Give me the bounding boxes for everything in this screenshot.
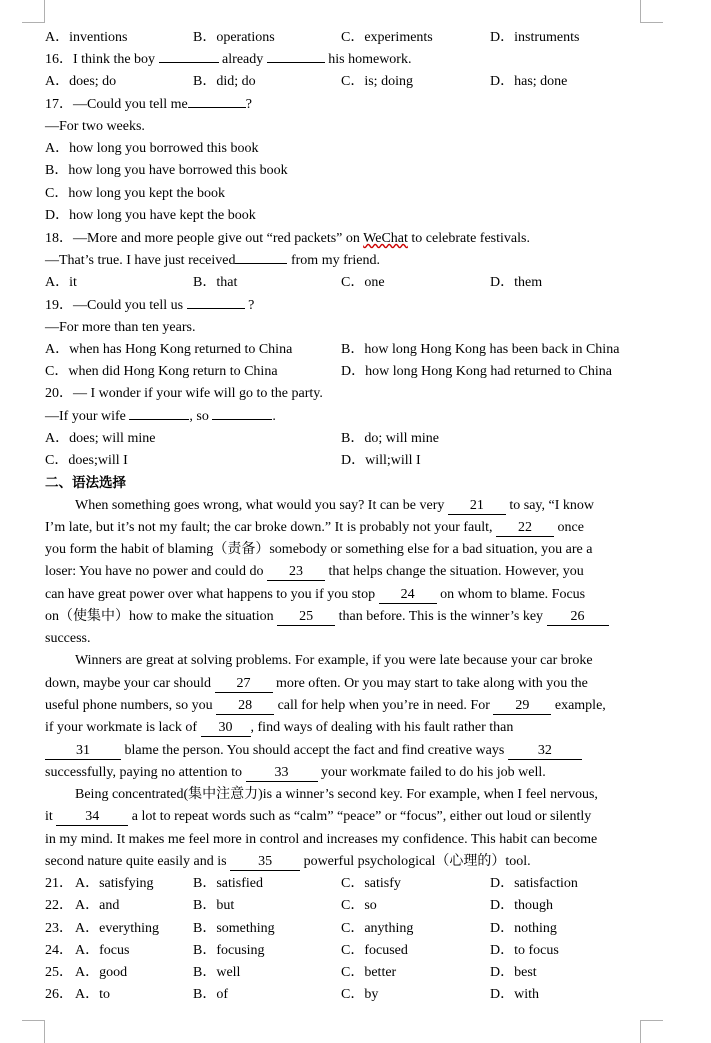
q20-option-d: D．will;will I xyxy=(341,453,421,468)
answer-blank xyxy=(267,62,325,63)
answer-option-b: B．of xyxy=(193,987,228,1002)
q18-option-b: B．that xyxy=(193,275,238,290)
passage-blank: 25 xyxy=(277,608,335,626)
q17-question: 17．—Could you tell me ? xyxy=(45,97,252,112)
answer-num: 24． xyxy=(45,943,73,958)
q19-option-a: A．when has Hong Kong returned to China xyxy=(45,342,293,357)
answer-option-c: C．anything xyxy=(341,921,414,936)
passage-line: down, maybe your car should 27 more often. Or you may start to take along with you the xyxy=(45,676,588,691)
answer-num: 25． xyxy=(45,965,73,980)
answer-blank xyxy=(188,107,246,108)
passage-line: can have great power over what happens to you if you stop 24 on whom to blame. Focus xyxy=(45,587,586,602)
crop-mark-top-right xyxy=(640,0,663,23)
answer-option-b: B．something xyxy=(193,921,275,936)
passage-blank: 29 xyxy=(493,697,551,715)
passage-blank: 26 xyxy=(547,608,609,626)
q19-option-c: C．when did Hong Kong return to China xyxy=(45,364,278,379)
crop-mark-top-left xyxy=(22,0,45,23)
answer-option-d: D．though xyxy=(490,898,553,913)
passage-blank: 21 xyxy=(448,497,506,515)
passage-blank: 30 xyxy=(201,719,251,737)
passage-blank: 32 xyxy=(508,742,582,760)
q16-option-a: A．does; do xyxy=(45,74,117,89)
q19-option-b: B．how long Hong Kong has been back in China xyxy=(341,342,620,357)
passage-line: it 34 a lot to repeat words such as “calm” “peace” or “focus”, either out loud or silently xyxy=(45,809,592,824)
q17-reply: —For two weeks. xyxy=(45,119,145,134)
answer-blank xyxy=(187,308,245,309)
answer-option-d: D．best xyxy=(490,965,537,980)
passage-line: loser: You have no power and could do 23 that helps change the situation. However, you xyxy=(45,564,584,579)
q17-option-b: B．how long you have borrowed this book xyxy=(45,163,288,178)
q17-option-a: A．how long you borrowed this book xyxy=(45,141,259,156)
q18-question: 18．—More and more people give out “red packets” on WeChat to celebrate festivals. xyxy=(45,231,530,246)
answer-blank xyxy=(159,62,219,63)
q15-option-b: B．operations xyxy=(193,30,275,45)
answer-option-b: B．well xyxy=(193,965,241,980)
q20-reply: —If your wife , so . xyxy=(45,409,276,424)
passage-line: in my mind. It makes me feel more in control and increases my confidence. This habit can become xyxy=(45,832,598,847)
answer-option-c: C．satisfy xyxy=(341,876,401,891)
answer-option-d: D．satisfaction xyxy=(490,876,578,891)
answer-option-a: A．good xyxy=(75,965,128,980)
q20-question: 20．— I wonder if your wife will go to the party. xyxy=(45,386,323,401)
answer-num: 23． xyxy=(45,921,73,936)
answer-blank xyxy=(212,419,272,420)
passage-line: I’m late, but it’s not my fault; the car broke down.” It is probably not your fault, 22 once xyxy=(45,520,584,535)
answer-option-c: C．so xyxy=(341,898,377,913)
passage-blank: 35 xyxy=(230,853,300,871)
passage-blank: 31 xyxy=(45,742,121,760)
passage-line: Being concentrated(集中注意力)is a winner’s second key. For example, when I feel nervous, xyxy=(75,787,598,802)
q15-option-c: C．experiments xyxy=(341,30,433,45)
crop-mark-bottom-right xyxy=(640,1020,663,1043)
q20-option-a: A．does; will mine xyxy=(45,431,156,446)
passage-blank: 22 xyxy=(496,519,554,537)
q17-option-d: D．how long you have kept the book xyxy=(45,208,256,223)
section-title: 二、语法选择 xyxy=(45,475,126,491)
passage-blank: 33 xyxy=(246,764,318,782)
q15-option-a: A．inventions xyxy=(45,30,128,45)
answer-option-d: D．nothing xyxy=(490,921,557,936)
answer-blank xyxy=(129,419,189,420)
passage-line: second nature quite easily and is 35 powerful psychological（心理的）tool. xyxy=(45,854,531,869)
answer-option-a: A．satisfying xyxy=(75,876,154,891)
q18-option-a: A．it xyxy=(45,275,77,290)
q15-option-d: D．instruments xyxy=(490,30,580,45)
answer-num: 26． xyxy=(45,987,73,1002)
answer-option-a: A．focus xyxy=(75,943,130,958)
crop-mark-bottom-left xyxy=(22,1020,45,1043)
q18-option-c: C．one xyxy=(341,275,385,290)
q18-reply: —That’s true. I have just received from my friend. xyxy=(45,253,381,268)
answer-option-d: D．to focus xyxy=(490,943,559,958)
q19-question: 19．—Could you tell us ? xyxy=(45,298,255,313)
passage-line: success. xyxy=(45,631,91,646)
passage-blank: 24 xyxy=(379,586,437,604)
q20-option-b: B．do; will mine xyxy=(341,431,439,446)
answer-option-c: C．better xyxy=(341,965,397,980)
passage-line: successfully, paying no attention to 33 your workmate failed to do his job well. xyxy=(45,765,546,780)
answer-option-d: D．with xyxy=(490,987,539,1002)
passage-line: Winners are great at solving problems. For example, if you were late because your car broke xyxy=(75,653,593,668)
passage-blank: 27 xyxy=(215,675,273,693)
passage-line: When something goes wrong, what would you say? It can be very 21 to say, “I know xyxy=(75,498,594,513)
answer-option-a: A．to xyxy=(75,987,110,1002)
passage-line: useful phone numbers, so you 28 call for help when you’re in need. For 29 example, xyxy=(45,698,606,713)
answer-option-a: A．everything xyxy=(75,921,159,936)
passage-blank: 34 xyxy=(56,808,128,826)
q19-option-d: D．how long Hong Kong had returned to China xyxy=(341,364,613,379)
answer-num: 21． xyxy=(45,876,73,891)
answer-option-b: B．but xyxy=(193,898,235,913)
answer-blank xyxy=(235,263,287,264)
q19-reply: —For more than ten years. xyxy=(45,320,196,335)
answer-option-a: A．and xyxy=(75,898,120,913)
q16-question: 16．I think the boy already his homework. xyxy=(45,52,412,67)
q18-option-d: D．them xyxy=(490,275,543,290)
passage-line: on（使集中）how to make the situation 25 than before. This is the winner’s key 26 xyxy=(45,606,609,628)
passage-line: you form the habit of blaming（责备）somebody or something else for a bad situation, you are a xyxy=(45,542,593,557)
passage-line: if your workmate is lack of 30 , find ways of dealing with his fault rather than xyxy=(45,720,514,735)
q20-option-c: C．does;will I xyxy=(45,453,128,468)
answer-option-c: C．by xyxy=(341,987,379,1002)
answer-option-b: B．focusing xyxy=(193,943,265,958)
q16-option-b: B．did; do xyxy=(193,74,256,89)
answer-num: 22． xyxy=(45,898,73,913)
answer-option-b: B．satisfied xyxy=(193,876,263,891)
q16-option-c: C．is; doing xyxy=(341,74,413,89)
passage-blank: 28 xyxy=(216,697,274,715)
q16-option-d: D．has; done xyxy=(490,74,568,89)
passage-blank: 23 xyxy=(267,563,325,581)
answer-option-c: C．focused xyxy=(341,943,408,958)
wechat-word: WeChat xyxy=(363,231,408,246)
passage-line: 31 blame the person. You should accept the fact and find creative ways 32 xyxy=(45,740,582,762)
q17-option-c: C．how long you kept the book xyxy=(45,186,226,201)
